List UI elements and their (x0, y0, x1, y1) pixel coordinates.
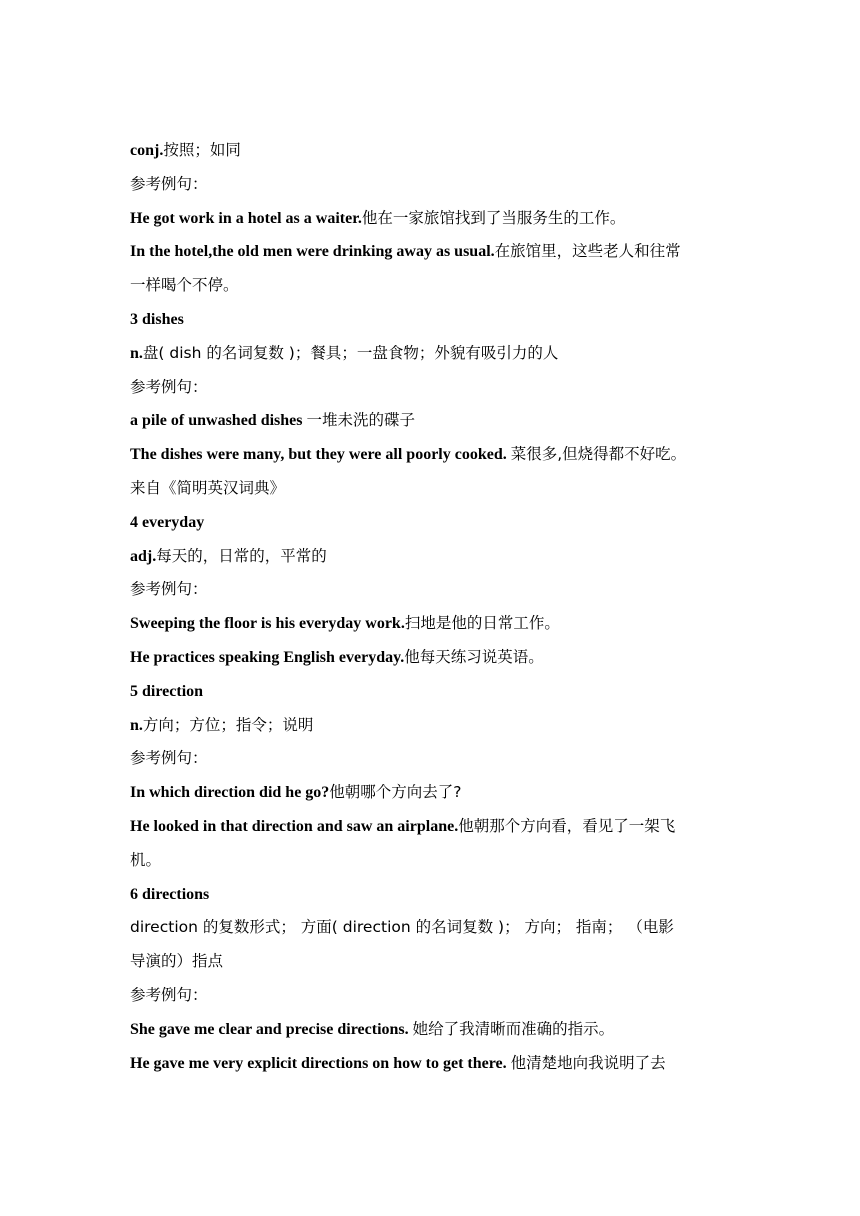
chinese-text: 她给了我清晰而准确的指示。 (412, 1019, 615, 1038)
text-line (130, 476, 750, 510)
english-text: conj. (130, 142, 164, 159)
english-text: 3 dishes (130, 310, 184, 328)
text-line (130, 848, 750, 882)
text-line (130, 1051, 750, 1085)
text-line (130, 611, 750, 645)
text-line (130, 138, 750, 172)
chinese-text: 他在一家旅馆找到了当服务生的工作。 (361, 208, 626, 227)
text-line (130, 239, 750, 273)
text-line (130, 780, 750, 814)
entry-heading (130, 510, 750, 544)
chinese-text: 参考例句： (130, 749, 208, 768)
chinese-text: 扫地是他的日常工作。 (404, 614, 560, 633)
text-line (130, 645, 750, 679)
text-line (130, 746, 750, 780)
english-text: He looked in that direction and saw an airplane. (130, 817, 459, 835)
chinese-text: 方向；方位；指令；说明 (142, 715, 314, 734)
chinese-text: 来自《简明英汉词典》 (130, 478, 286, 497)
text-line (130, 172, 750, 206)
text-line (130, 949, 750, 983)
chinese-text: 菜很多,但烧得都不好吃。 (510, 445, 687, 464)
text-line (130, 544, 750, 578)
chinese-text: 一样喝个不停。 (130, 276, 239, 295)
chinese-text: 机。 (130, 850, 162, 869)
entry-heading (130, 307, 750, 341)
english-text: adj. (130, 547, 157, 565)
text-line (130, 206, 750, 240)
english-text: In which direction did he go? (130, 784, 330, 802)
document-body (130, 138, 750, 1084)
entry-heading (130, 882, 750, 916)
english-text: The dishes were many, but they were all poorly cooked. (130, 446, 511, 464)
text-line (130, 577, 750, 611)
chinese-text: 参考例句： (130, 174, 208, 193)
text-line (130, 1017, 750, 1051)
english-text: n. (130, 716, 143, 734)
chinese-text: 他朝那个方向看，看见了一架飞 (458, 816, 676, 835)
text-line (130, 375, 750, 409)
text-line (130, 341, 750, 375)
chinese-text: 参考例句： (130, 985, 208, 1004)
english-text: a pile of unwashed dishes (130, 412, 307, 430)
chinese-text: 按照；如同 (163, 141, 241, 159)
text-line (130, 915, 750, 949)
chinese-text: direction 的复数形式； 方面( direction 的名词复数 )； 方向； 指南； （电影 (130, 918, 674, 937)
entry-heading (130, 679, 750, 713)
chinese-text: 参考例句： (130, 377, 208, 396)
chinese-text: 他朝哪个方向去了? (329, 783, 462, 802)
english-text: 4 everyday (130, 513, 205, 531)
chinese-text: 导演的）指点 (130, 952, 224, 971)
english-text: He gave me very explicit directions on how to get there. (130, 1054, 511, 1072)
english-text: n. (130, 344, 143, 362)
english-text: Sweeping the floor is his everyday work. (130, 615, 405, 633)
english-text: 6 directions (130, 885, 210, 903)
chinese-text: 他清楚地向我说明了去 (510, 1053, 666, 1072)
text-line (130, 442, 750, 476)
english-text: He got work in a hotel as a waiter. (130, 209, 362, 227)
text-line (130, 814, 750, 848)
chinese-text: 一堆未洗的碟子 (306, 411, 416, 430)
text-line (130, 983, 750, 1017)
chinese-text: 参考例句： (130, 580, 208, 599)
chinese-text: 每天的，日常的，平常的 (156, 546, 327, 565)
english-text: 5 direction (130, 682, 204, 700)
chinese-text: 在旅馆里，这些老人和往常 (494, 242, 681, 261)
chinese-text: 他每天练习说英语。 (404, 647, 544, 666)
chinese-text: 盘( dish 的名词复数 )；餐具；一盘食物；外貌有吸引力的人 (142, 343, 559, 362)
text-line (130, 408, 750, 442)
english-text: He practices speaking English everyday. (130, 648, 405, 666)
english-text: In the hotel,the old men were drinking away as usual. (130, 243, 495, 261)
text-line (130, 713, 750, 747)
english-text: She gave me clear and precise directions. (130, 1020, 413, 1038)
text-line (130, 273, 750, 307)
